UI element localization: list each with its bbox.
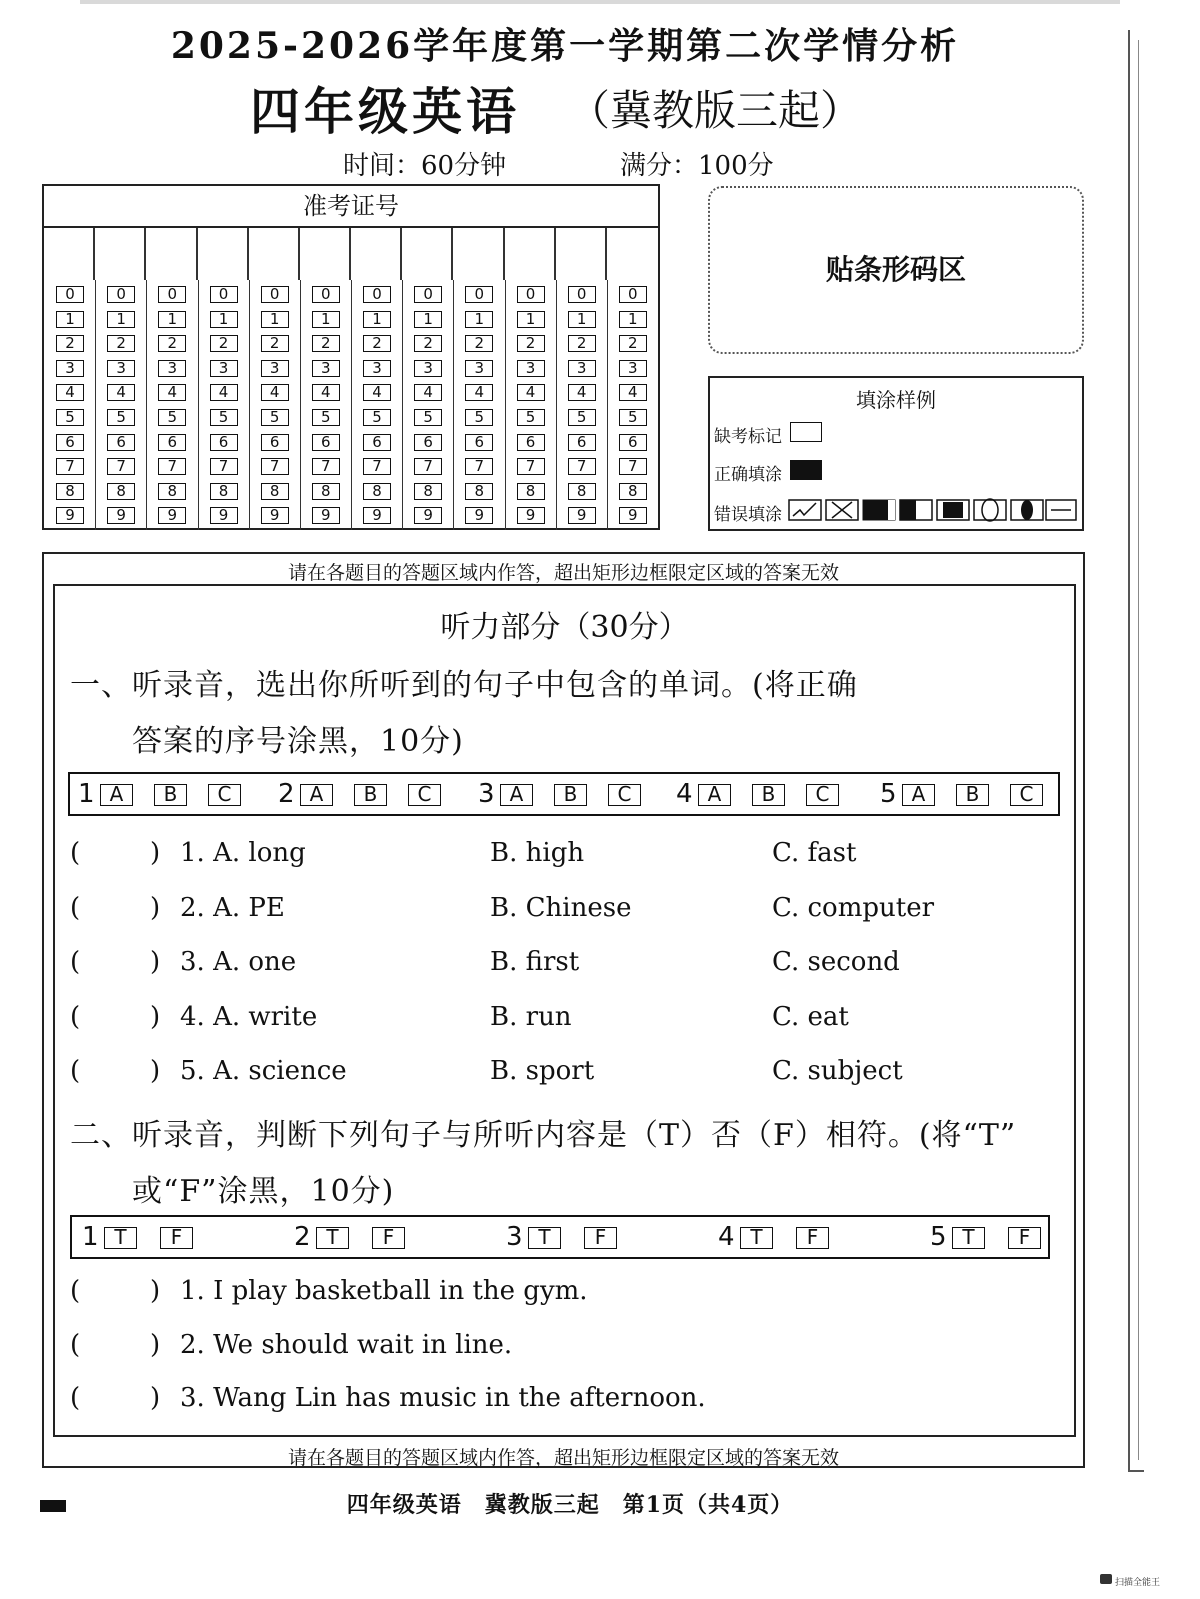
exam-number-digit-bubble[interactable]: 5 (210, 409, 238, 426)
section1-instruction-line1: 一、听录音，选出你所听到的句子中包含的单词。(将正确 (70, 668, 858, 703)
exam-number-digit-bubble[interactable]: 5 (414, 409, 442, 426)
exam-number-digit-bubble[interactable]: 8 (56, 483, 84, 500)
exam-number-digit-bubble[interactable]: 0 (107, 286, 135, 303)
exam-number-digit-bubble[interactable]: 2 (56, 335, 84, 352)
answer-bubble-a[interactable]: A (100, 784, 133, 806)
exam-number-digit-bubble[interactable]: 3 (619, 360, 647, 377)
exam-number-digit-bubble[interactable]: 3 (158, 360, 186, 377)
exam-number-digit-bubble[interactable]: 5 (363, 409, 391, 426)
answer-bubble-b[interactable]: B (154, 784, 187, 806)
scan-shadow (80, 0, 1120, 4)
exam-number-write-cell[interactable] (146, 228, 197, 280)
correct-fill-sample (790, 460, 822, 480)
option-b: B. first (490, 947, 580, 977)
exam-number-write-cell[interactable] (402, 228, 453, 280)
exam-number-digit-bubble[interactable]: 5 (465, 409, 493, 426)
scanner-logo-icon (1100, 1574, 1112, 1584)
exam-number-digit-bubble[interactable]: 7 (517, 458, 545, 475)
exam-number-digit-bubble[interactable]: 3 (414, 360, 442, 377)
question-open-paren[interactable]: ( (70, 1001, 81, 1032)
answer-bubble-t[interactable]: T (740, 1227, 773, 1249)
exam-number-digit-bubble[interactable]: 3 (363, 360, 391, 377)
answer-bubble-t[interactable]: T (528, 1227, 561, 1249)
exam-number-digit-bubble[interactable]: 4 (210, 384, 238, 401)
answer-bubble-t[interactable]: T (316, 1227, 349, 1249)
question-close-paren: ) (150, 947, 161, 977)
exam-number-column-divider (402, 280, 403, 530)
exam-number-write-cell[interactable] (351, 228, 402, 280)
exam-number-digit-bubble[interactable]: 2 (414, 335, 442, 352)
exam-number-write-cell[interactable] (95, 228, 146, 280)
exam-number-digit-bubble[interactable]: 6 (619, 434, 647, 451)
exam-number-digit-bubble[interactable]: 9 (619, 507, 647, 524)
question-open-paren[interactable]: ( (70, 1276, 81, 1306)
exam-number-digit-bubble[interactable]: 2 (517, 335, 545, 352)
section2-instruction-line1: 二、听录音，判断下列句子与所听内容是（T）否（F）相符。(将“T” (70, 1118, 1017, 1153)
fill-sample-box (708, 376, 1084, 531)
option-a: 5. A. science (180, 1056, 347, 1086)
exam-number-digit-bubble[interactable]: 4 (414, 384, 442, 401)
exam-number-digit-bubble[interactable]: 1 (312, 311, 340, 328)
option-b: B. sport (490, 1056, 595, 1086)
exam-number-digit-bubble[interactable]: 4 (56, 384, 84, 401)
statement-text: 3. Wang Lin has music in the afternoon. (180, 1383, 706, 1413)
exam-number-digit-bubble[interactable]: 5 (619, 409, 647, 426)
exam-number-digit-bubble[interactable]: 7 (210, 458, 238, 475)
exam-number-write-cell[interactable] (249, 228, 300, 280)
exam-number-digit-bubble[interactable]: 7 (619, 458, 647, 475)
question-close-paren: ) (150, 1383, 161, 1413)
exam-number-digit-bubble[interactable]: 8 (363, 483, 391, 500)
exam-number-digit-bubble[interactable]: 8 (465, 483, 493, 500)
exam-number-digit-bubble[interactable]: 8 (158, 483, 186, 500)
exam-number-write-cell[interactable] (505, 228, 556, 280)
exam-number-column-divider (607, 280, 608, 530)
answer-bubble-f[interactable]: F (160, 1227, 193, 1249)
page-footer: 四年级英语 冀教版三起 第1页（共4页） (346, 1492, 794, 1518)
answer-bubble-f[interactable]: F (1008, 1227, 1041, 1249)
answer-bubble-b[interactable]: B (554, 784, 587, 806)
exam-number-digit-bubble[interactable]: 5 (568, 409, 596, 426)
exam-number-digit-bubble[interactable]: 6 (56, 434, 84, 451)
exam-number-digit-bubble[interactable]: 2 (568, 335, 596, 352)
exam-number-digit-bubble[interactable]: 3 (517, 360, 545, 377)
exam-number-digit-bubble[interactable]: 9 (107, 507, 135, 524)
exam-number-digit-bubble[interactable]: 6 (261, 434, 289, 451)
exam-number-digit-bubble[interactable]: 8 (619, 483, 647, 500)
exam-number-digit-bubble[interactable]: 6 (414, 434, 442, 451)
exam-number-digit-bubble[interactable]: 5 (261, 409, 289, 426)
strip-question-number: 3 (506, 1222, 523, 1252)
exam-number-digit-bubble[interactable]: 9 (210, 507, 238, 524)
option-a: 3. A. one (180, 947, 297, 977)
exam-number-digit-bubble[interactable]: 9 (568, 507, 596, 524)
exam-number-digit-bubble[interactable]: 0 (56, 286, 84, 303)
answer-bubble-b[interactable]: B (956, 784, 989, 806)
fill-sample-title: 填涂样例 (856, 388, 936, 412)
strip-question-number: 5 (880, 779, 897, 809)
question-close-paren: ) (150, 1056, 161, 1086)
exam-number-digit-bubble[interactable]: 8 (107, 483, 135, 500)
exam-number-digit-bubble[interactable]: 9 (158, 507, 186, 524)
exam-number-digit-bubble[interactable]: 9 (312, 507, 340, 524)
exam-number-digit-bubble[interactable]: 7 (568, 458, 596, 475)
answer-bubble-t[interactable]: T (952, 1227, 985, 1249)
section2-instruction-line2: 或“F”涂黑，10分) (132, 1174, 395, 1209)
question-close-paren: ) (150, 1276, 161, 1306)
exam-number-write-cell[interactable] (453, 228, 504, 280)
exam-number-digit-bubble[interactable]: 4 (619, 384, 647, 401)
answer-bubble-f[interactable]: F (584, 1227, 617, 1249)
exam-number-digit-bubble[interactable]: 0 (414, 286, 442, 303)
exam-number-digit-bubble[interactable]: 1 (568, 311, 596, 328)
exam-number-digit-bubble[interactable]: 9 (465, 507, 493, 524)
option-a: 2. A. PE (180, 892, 285, 923)
strip-question-number: 3 (478, 779, 495, 809)
correct-fill-label: 正确填涂 (714, 465, 782, 485)
question-close-paren: ) (150, 1001, 161, 1032)
option-c: C. computer (772, 892, 935, 923)
exam-number-digit-bubble[interactable]: 8 (568, 483, 596, 500)
scanner-watermark: 扫描全能王 (1115, 1578, 1161, 1588)
answer-bubble-a[interactable]: A (500, 784, 533, 806)
question-open-paren[interactable]: ( (70, 838, 81, 868)
exam-number-column-divider (505, 280, 506, 530)
exam-number-digit-bubble[interactable]: 9 (414, 507, 442, 524)
section1-instruction-line2: 答案的序号涂黑，10分) (132, 724, 464, 759)
absent-mark-box[interactable] (790, 422, 822, 442)
warning-top: 请在各题目的答题区域内作答，超出矩形边框限定区域的答案无效 (287, 562, 839, 584)
strip-question-number: 4 (676, 779, 693, 809)
exam-number-digit-bubble[interactable]: 8 (414, 483, 442, 500)
exam-number-digit-bubble[interactable]: 8 (210, 483, 238, 500)
exam-number-digit-bubble[interactable]: 4 (107, 384, 135, 401)
exam-number-digit-bubble[interactable]: 7 (158, 458, 186, 475)
answer-bubble-f[interactable]: F (372, 1227, 405, 1249)
exam-number-digit-bubble[interactable]: 3 (107, 360, 135, 377)
option-c: C. eat (772, 1001, 849, 1032)
exam-number-digit-bubble[interactable]: 7 (261, 458, 289, 475)
exam-number-digit-bubble[interactable]: 1 (56, 311, 84, 328)
option-b: B. run (490, 1001, 572, 1032)
exam-number-digit-bubble[interactable]: 1 (517, 311, 545, 328)
exam-number-digit-bubble[interactable]: 2 (158, 335, 186, 352)
strip-question-number: 5 (930, 1222, 947, 1252)
exam-number-digit-bubble[interactable]: 4 (363, 384, 391, 401)
answer-bubble-c[interactable]: C (1010, 784, 1043, 806)
exam-number-digit-bubble[interactable]: 4 (158, 384, 186, 401)
exam-number-column-divider (453, 280, 454, 530)
answer-bubble-a[interactable]: A (300, 784, 333, 806)
question-open-paren[interactable]: ( (70, 892, 81, 923)
exam-number-write-cell[interactable] (607, 228, 658, 280)
exam-number-digit-bubble[interactable]: 7 (465, 458, 493, 475)
exam-number-digit-bubble[interactable]: 8 (517, 483, 545, 500)
exam-number-digit-bubble[interactable]: 1 (107, 311, 135, 328)
exam-number-digit-bubble[interactable]: 7 (56, 458, 84, 475)
exam-number-digit-bubble[interactable]: 1 (261, 311, 289, 328)
exam-number-column-divider (351, 280, 352, 530)
warning-bottom: 请在各题目的答题区域内作答，超出矩形边框限定区域的答案无效 (287, 1447, 839, 1469)
exam-number-digit-bubble[interactable]: 3 (568, 360, 596, 377)
option-c: C. subject (772, 1056, 903, 1086)
exam-number-digit-bubble[interactable]: 2 (619, 335, 647, 352)
exam-number-digit-bubble[interactable]: 8 (312, 483, 340, 500)
answer-bubble-f[interactable]: F (796, 1227, 829, 1249)
exam-number-digit-bubble[interactable]: 2 (312, 335, 340, 352)
exam-number-digit-bubble[interactable]: 5 (158, 409, 186, 426)
exam-number-digit-bubble[interactable]: 5 (517, 409, 545, 426)
exam-number-column-divider (95, 280, 96, 530)
wrong-fill-label: 错误填涂 (714, 505, 782, 525)
answer-bubble-c[interactable]: C (208, 784, 241, 806)
strip-question-number: 2 (294, 1222, 311, 1252)
exam-number-digit-bubble[interactable]: 5 (107, 409, 135, 426)
exam-number-digit-bubble[interactable]: 6 (312, 434, 340, 451)
exam-number-digit-bubble[interactable]: 4 (568, 384, 596, 401)
exam-number-digit-bubble[interactable]: 3 (465, 360, 493, 377)
exam-number-digit-bubble[interactable]: 1 (619, 311, 647, 328)
exam-number-digit-bubble[interactable]: 2 (261, 335, 289, 352)
answer-bubble-c[interactable]: C (806, 784, 839, 806)
exam-number-digit-bubble[interactable]: 7 (107, 458, 135, 475)
option-b: B. Chinese (490, 892, 632, 923)
section1-answer-strip (68, 772, 1060, 816)
exam-number-digit-bubble[interactable]: 5 (312, 409, 340, 426)
exam-number-title: 准考证号 (44, 186, 658, 228)
option-a: 1. A. long (180, 838, 306, 868)
option-b: B. high (490, 838, 585, 868)
exam-number-digit-bubble[interactable]: 6 (107, 434, 135, 451)
exam-number-digit-bubble[interactable]: 9 (56, 507, 84, 524)
question-open-paren[interactable]: ( (70, 1329, 81, 1360)
exam-number-column-divider (300, 280, 301, 530)
exam-number-digit-bubble[interactable]: 0 (619, 286, 647, 303)
exam-number-digit-bubble[interactable]: 1 (465, 311, 493, 328)
exam-number-digit-bubble[interactable]: 4 (312, 384, 340, 401)
exam-number-digit-bubble[interactable]: 3 (261, 360, 289, 377)
exam-number-digit-bubble[interactable]: 1 (363, 311, 391, 328)
exam-number-digit-bubble[interactable]: 0 (261, 286, 289, 303)
exam-number-digit-bubble[interactable]: 4 (465, 384, 493, 401)
exam-number-digit-bubble[interactable]: 0 (312, 286, 340, 303)
exam-number-digit-bubble[interactable]: 6 (517, 434, 545, 451)
exam-number-digit-bubble[interactable]: 7 (312, 458, 340, 475)
question-close-paren: ) (150, 838, 161, 868)
exam-number-digit-bubble[interactable]: 0 (568, 286, 596, 303)
strip-question-number: 1 (82, 1222, 99, 1252)
exam-number-digit-bubble[interactable]: 1 (158, 311, 186, 328)
exam-number-digit-bubble[interactable]: 2 (210, 335, 238, 352)
exam-number-write-cell[interactable] (44, 228, 95, 280)
wrong-fill-samples (788, 498, 1078, 524)
answer-bubble-a[interactable]: A (698, 784, 731, 806)
question-close-paren: ) (150, 892, 161, 923)
answer-bubble-b[interactable]: B (752, 784, 785, 806)
exam-number-digit-bubble[interactable]: 2 (363, 335, 391, 352)
exam-number-digit-bubble[interactable]: 4 (517, 384, 545, 401)
statement-text: 2. We should wait in line. (180, 1329, 513, 1360)
exam-number-digit-bubble[interactable]: 6 (210, 434, 238, 451)
exam-number-write-cell[interactable] (556, 228, 607, 280)
question-open-paren[interactable]: ( (70, 947, 81, 977)
strip-question-number: 4 (718, 1222, 735, 1252)
section2-answer-strip (70, 1215, 1050, 1259)
strip-question-number: 1 (78, 779, 95, 809)
question-close-paren: ) (150, 1329, 161, 1360)
subject-title: 四年级英语 (250, 82, 520, 141)
exam-number-digit-bubble[interactable]: 2 (465, 335, 493, 352)
statement-text: 1. I play basketball in the gym. (180, 1276, 588, 1306)
answer-bubble-b[interactable]: B (354, 784, 387, 806)
exam-number-digit-bubble[interactable]: 9 (363, 507, 391, 524)
exam-number-digit-bubble[interactable]: 2 (107, 335, 135, 352)
page-edge-inner (1138, 40, 1143, 1460)
page-title: 2025-2026学年度第一学期第二次学情分析 (170, 25, 960, 67)
exam-number-column-divider (556, 280, 557, 530)
question-open-paren[interactable]: ( (70, 1383, 81, 1413)
exam-number-write-cell[interactable] (300, 228, 351, 280)
exam-number-digit-bubble[interactable]: 9 (517, 507, 545, 524)
exam-number-digit-bubble[interactable]: 6 (158, 434, 186, 451)
exam-number-digit-bubble[interactable]: 4 (261, 384, 289, 401)
exam-number-digit-bubble[interactable]: 1 (210, 311, 238, 328)
alignment-mark (40, 1500, 66, 1512)
exam-number-digit-bubble[interactable]: 7 (414, 458, 442, 475)
answer-bubble-t[interactable]: T (104, 1227, 137, 1249)
exam-number-digit-bubble[interactable]: 5 (56, 409, 84, 426)
option-c: C. second (772, 947, 900, 977)
exam-number-digit-bubble[interactable]: 9 (261, 507, 289, 524)
exam-number-digit-bubble[interactable]: 3 (56, 360, 84, 377)
time-label: 时间：60分钟 (343, 151, 507, 181)
exam-number-digit-bubble[interactable]: 0 (210, 286, 238, 303)
exam-number-digit-bubble[interactable]: 0 (465, 286, 493, 303)
barcode-area: 贴条形码区 (708, 186, 1084, 354)
exam-number-digit-bubble[interactable]: 8 (261, 483, 289, 500)
option-a: 4. A. write (180, 1001, 318, 1032)
exam-number-digit-bubble[interactable]: 3 (210, 360, 238, 377)
answer-bubble-a[interactable]: A (902, 784, 935, 806)
exam-number-digit-bubble[interactable]: 0 (363, 286, 391, 303)
exam-number-digit-bubble[interactable]: 3 (312, 360, 340, 377)
exam-number-digit-bubble[interactable]: 6 (465, 434, 493, 451)
edition-label: （冀教版三起） (568, 86, 863, 135)
listening-title: 听力部分（30分） (440, 610, 689, 645)
exam-number-column-divider (146, 280, 147, 530)
strip-question-number: 2 (278, 779, 295, 809)
exam-number-digit-bubble[interactable]: 1 (414, 311, 442, 328)
answer-bubble-c[interactable]: C (408, 784, 441, 806)
option-c: C. fast (772, 838, 857, 868)
question-open-paren[interactable]: ( (70, 1056, 81, 1086)
exam-number-column-divider (249, 280, 250, 530)
exam-number-digit-bubble[interactable]: 0 (158, 286, 186, 303)
full-mark-label: 满分：100分 (620, 151, 774, 181)
exam-number-digit-bubble[interactable]: 6 (363, 434, 391, 451)
answer-bubble-c[interactable]: C (608, 784, 641, 806)
absent-mark-label: 缺考标记 (714, 427, 782, 447)
exam-number-column-divider (198, 280, 199, 530)
exam-number-digit-bubble[interactable]: 7 (363, 458, 391, 475)
exam-number-digit-bubble[interactable]: 0 (517, 286, 545, 303)
exam-number-digit-bubble[interactable]: 6 (568, 434, 596, 451)
exam-number-write-cell[interactable] (198, 228, 249, 280)
exam-number-grid (42, 184, 660, 530)
